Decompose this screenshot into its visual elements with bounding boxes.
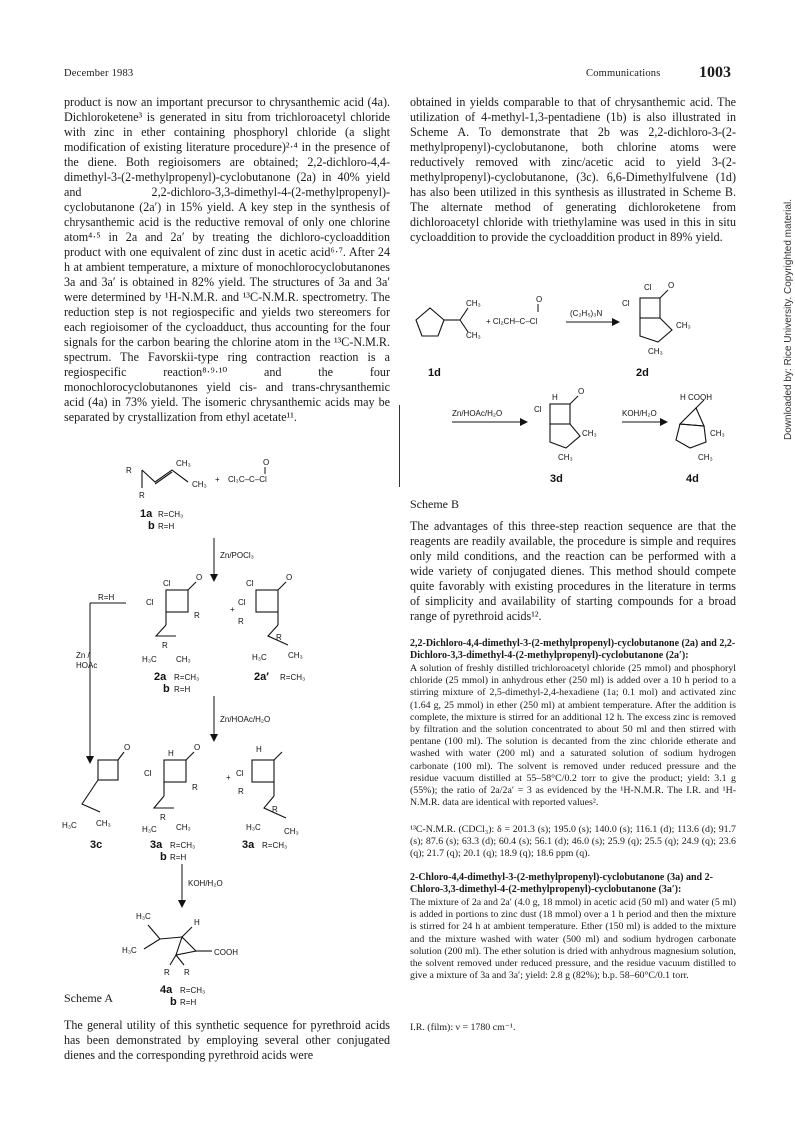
svg-text:H₃C: H₃C — [142, 825, 157, 834]
svg-text:Zn/HOAc/H₂O: Zn/HOAc/H₂O — [220, 715, 271, 724]
svg-text:R: R — [164, 968, 170, 977]
svg-text:H₃C: H₃C — [62, 821, 77, 830]
svg-text:H₃C: H₃C — [142, 655, 157, 664]
cyclobutanone-3a — [154, 752, 194, 808]
svg-text:+: + — [226, 773, 231, 782]
svg-text:R: R — [272, 805, 278, 814]
svg-text:R=CH₃: R=CH₃ — [158, 510, 184, 519]
svg-text:4a: 4a — [160, 984, 173, 996]
svg-text:CH₃: CH₃ — [176, 459, 191, 468]
experimental-ir-2: I.R. (film): ν = 1780 cm⁻¹. — [410, 1022, 516, 1033]
svg-text:R: R — [162, 641, 168, 650]
scheme-b-bracket — [399, 405, 400, 487]
svg-text:O: O — [263, 458, 270, 467]
svg-text:CH₃: CH₃ — [466, 299, 481, 308]
svg-text:H: H — [256, 745, 262, 754]
svg-text:3a: 3a — [150, 839, 163, 851]
scheme-b-diagram — [400, 280, 740, 490]
svg-text:R=CH₃: R=CH₃ — [262, 841, 288, 850]
svg-text:3a: 3a — [242, 839, 255, 851]
experimental-title-1: 2,2-Dichloro-4,4-dimethyl-3-(2-methylpropenyl)-cyclobutanone (2a) and 2,2-Dichloro-3,3-dimethyl-4-(2-methylpropenyl)-cyclobutanone (2a′): — [410, 638, 736, 662]
svg-text:H COOH: H COOH — [680, 393, 712, 402]
scheme-a-diagram — [60, 440, 400, 910]
cyclobutanone-2a-prime — [256, 582, 288, 645]
svg-text:2a′: 2a′ — [254, 671, 269, 683]
bicycle-2d — [640, 290, 672, 342]
left-paragraph-2: The general utility of this synthetic sequence for pyrethroid acids has been demonstrated by employing several other conjugated dienes and the corresponding pyrethroid acids were — [64, 1018, 390, 1062]
svg-text:O: O — [124, 743, 131, 752]
svg-text:CH₃: CH₃ — [176, 823, 191, 832]
svg-text:H₃C: H₃C — [136, 912, 151, 921]
download-notice: Downloaded by: Rice University. Copyrighted material. — [783, 198, 794, 440]
cyclobutanone-2a — [156, 582, 196, 636]
bicycle-4d — [676, 400, 706, 448]
svg-text:2a: 2a — [154, 671, 167, 683]
fulvene-1d — [416, 308, 468, 336]
svg-text:Cl: Cl — [238, 598, 246, 607]
svg-text:O: O — [578, 387, 585, 396]
svg-text:R: R — [194, 611, 200, 620]
svg-text:Cl: Cl — [163, 579, 171, 588]
svg-text:CH₃: CH₃ — [698, 453, 713, 462]
svg-text:Cl₃C–C–Cl: Cl₃C–C–Cl — [228, 475, 267, 484]
svg-text:R: R — [184, 968, 190, 977]
svg-text:HOAc: HOAc — [76, 661, 98, 670]
svg-text:O: O — [536, 295, 543, 304]
diene-1a-structure — [142, 470, 188, 488]
svg-text:Cl: Cl — [246, 579, 254, 588]
svg-text:H₃C: H₃C — [246, 823, 261, 832]
cyclobutanone-3c — [82, 752, 124, 812]
svg-text:CH₃: CH₃ — [192, 480, 207, 489]
svg-text:R=H: R=H — [170, 853, 187, 862]
svg-text:R=CH₃: R=CH₃ — [280, 673, 306, 682]
left-paragraph-1: product is now an important precursor to chrysanthemic acid (4a). Dichloroketene³ is generated in situ from trichloroacetyl chloride with zinc in ether containing phosphoryl chloride (a slight modification of existing literature procedure)²·⁴ in the presence of the diene. Both regioisomers are obtained; 2,2-dichloro-4,4-dimethyl-3-(2-methylpropenyl)-cyclobutanone (2a) in 40% yield and 2,2-dichloro-3,3-dimethyl-4-(2-methylpropenyl)-cyclobutanone (2a′) in 15% yield. A key step in the synthesis of chrysanthemic acid is the reductive removal of only one chlorine atom⁴·⁵ in 2a and 2a′ by treating the dichloro-cycloaddition product with one equivalent of zinc dust in acetic acid⁶·⁷. After 24 h at ambient temperature, a mixture of monochlorocyclobutanones 3a and 3a′ is obtained in 82% yield. The structures of 3a and 3a′ were determined by ¹H-N.M.R. and ¹³C-N.M.R. spectrometry. The reduction step is not regiospecific and yields two stereomers for each regioisomer of the cycloadduct, thus accounting for the four signals for the carbon bearing the chlorine atom in the ¹³C-N.M.R. spectrum. The Favorskii-type ring contraction reaction is a regiospecific reaction⁸·⁹·¹⁰ and the four monochlorocyclobutanones yield cis- and trans-chrysanthemic acid (4a) in 73% yield. The isomeric chrysanthemic acids may be separated by crystallization from ethyl acetate¹¹. — [64, 95, 390, 424]
svg-text:Cl: Cl — [622, 299, 630, 308]
svg-text:b: b — [163, 683, 170, 695]
svg-text:Zn /: Zn / — [76, 651, 90, 660]
svg-text:COOH: COOH — [214, 948, 238, 957]
svg-text:CH₃: CH₃ — [96, 819, 111, 828]
svg-text:CH₃: CH₃ — [648, 347, 663, 356]
right-paragraph-1: obtained in yields comparable to that of chrysanthemic acid. The utilization of 4-methyl-1,3-pentadiene (1b) is also illustrated in Scheme A. To demonstrate that 2b was 2,2-dichloro-3-(2-methylpropenyl)-cyclobutanone, both chlorine atoms were reductively removed with zinc/acetic acid to yield 3-(2-methylpropenyl)-cyclobutanone, (3c). 6,6-Dimethylfulvene (1d) has also been utilized in this synthesis as illustrated in Scheme B. The alternate method of generating dichloroketene from dichloroacetyl chloride with triethylamine was used in this in situ cycloaddition to provide the cycloaddition product in 89% yield. — [410, 95, 736, 244]
svg-text:Cl: Cl — [236, 769, 244, 778]
svg-text:CH₃: CH₃ — [288, 651, 303, 660]
svg-text:O: O — [196, 573, 203, 582]
right-paragraph-2: The advantages of this three-step reaction sequence are that the reagents are readily available, the procedure is simple and requires only mild conditions, and the reaction can be performed with a wide variety of conjugated dienes. This method should compete quite favorably with existing procedures in the literature in terms of simplicity and availability of starting compounds for a broad range of pyrethroid acids¹². — [410, 519, 736, 623]
svg-text:+: + — [215, 475, 220, 484]
svg-text:R=H: R=H — [174, 685, 191, 694]
svg-text:CH₃: CH₃ — [284, 827, 299, 836]
svg-text:O: O — [286, 573, 293, 582]
svg-text:R=H: R=H — [180, 998, 197, 1005]
experimental-nmr-1: ¹³C-N.M.R. (CDCl₃): δ = 201.3 (s); 195.0 (s); 140.0 (s); 116.1 (d); 113.6 (d); 91.7 (s); 87.6 (s); 63.3 (d); 60.4 (s); 56.1 (d); 46.0 (s); 25.9 (q); 25.5 (q); 24.9 (q); 23.6 (q); 21.7 (q); 20.1 (q); 18.9 (q); 18.6 ppm (q). — [410, 824, 736, 860]
page-number: 1003 — [699, 64, 731, 81]
svg-text:R=H: R=H — [158, 522, 175, 531]
svg-text:R: R — [126, 466, 132, 475]
svg-text:R=CH₃: R=CH₃ — [180, 986, 206, 995]
svg-text:Zn/HOAc/H₂O: Zn/HOAc/H₂O — [452, 409, 503, 418]
cyclobutanone-3a-prime — [252, 752, 286, 818]
svg-text:+ Cl₂CH–C–Cl: + Cl₂CH–C–Cl — [486, 317, 538, 326]
svg-text:H₃C: H₃C — [122, 946, 137, 955]
svg-text:H: H — [552, 393, 558, 402]
svg-text:(C₂H₅)₃N: (C₂H₅)₃N — [570, 309, 603, 318]
svg-text:O: O — [194, 743, 201, 752]
svg-text:CH₃: CH₃ — [176, 655, 191, 664]
scheme-a-caption: Scheme A — [64, 991, 113, 1005]
svg-text:1a: 1a — [140, 508, 153, 520]
svg-text:KOH/H₂O: KOH/H₂O — [622, 409, 657, 418]
svg-text:R: R — [276, 633, 282, 642]
svg-text:O: O — [668, 281, 675, 290]
svg-text:Cl: Cl — [644, 283, 652, 292]
svg-text:b: b — [160, 851, 167, 863]
scheme-a-product-4a — [120, 905, 280, 1005]
svg-text:2d: 2d — [636, 367, 649, 379]
svg-text:CH₃: CH₃ — [558, 453, 573, 462]
svg-text:Zn/POCl₃: Zn/POCl₃ — [220, 551, 254, 560]
header-date: December 1983 — [64, 68, 134, 79]
svg-text:3d: 3d — [550, 473, 563, 485]
experimental-text-1: A solution of freshly distilled trichloroacetyl chloride (25 mmol) and phosphoryl chloride (25 mmol) in anhydrous ether (250 ml) is added over a 10 h period to a stirring mixture of 2,5-dimethyl-2,4-hexadiene (1a; 0.1 mol) and activated zinc (1.64 g, 25 mmol) in ether (250 ml) at ambient temperature. After the addition is complete, the mixture is stirred for an additional 12 h. The excess zinc is removed by filtration and the solution concentrated to about 50 ml and then stirred with pentane (100 ml). The solution is decanted from the zinc chloride etherate and washed with water (200 ml) and a saturated solution of sodium hydrogen carbonate (100 ml). The solvent is removed under reduced pressure and the residue vacuum distilled at 55–58°C/0.2 torr to give the product; yield: 3.1 g (55%); the ratio of 2a/2a′ = 3 as evidenced by the ¹H-N.M.R. The I.R. and ¹H-N.M.R. data are identical with reported values². — [410, 663, 736, 809]
svg-text:R: R — [238, 617, 244, 626]
scheme-b-caption: Scheme B — [410, 497, 459, 511]
svg-text:KOH/H₂O: KOH/H₂O — [188, 879, 223, 888]
bicycle-3d — [550, 396, 580, 448]
svg-text:R: R — [192, 783, 198, 792]
svg-text:H₃C: H₃C — [252, 653, 267, 662]
svg-text:3c: 3c — [90, 839, 103, 851]
header-section: Communications — [586, 68, 661, 79]
svg-text:CH₃: CH₃ — [466, 331, 481, 340]
svg-text:b: b — [170, 996, 177, 1005]
experimental-title-2: 2-Chloro-4,4-dimethyl-3-(2-methylpropenyl)-cyclobutanone (3a) and 2-Chloro-3,3-dimethyl-4-(2-methylpropenyl)-cyclobutanone (3a′): — [410, 872, 713, 896]
svg-text:H: H — [168, 749, 174, 758]
svg-text:R=H: R=H — [98, 593, 115, 602]
svg-text:R: R — [238, 787, 244, 796]
svg-text:Cl: Cl — [146, 598, 154, 607]
svg-text:Cl: Cl — [534, 405, 542, 414]
svg-text:R: R — [139, 491, 145, 500]
svg-text:1d: 1d — [428, 367, 441, 379]
svg-text:H: H — [194, 918, 200, 927]
svg-text:CH₃: CH₃ — [676, 321, 691, 330]
svg-text:R=CH₃: R=CH₃ — [174, 673, 200, 682]
svg-text:CH₃: CH₃ — [710, 429, 725, 438]
svg-text:R=CH₃: R=CH₃ — [170, 841, 196, 850]
svg-text:R: R — [160, 813, 166, 822]
experimental-text-2: The mixture of 2a and 2a′ (4.0 g, 18 mmol) in acetic acid (50 ml) and water (5 ml) is added in portions to zinc dust (18 mmol) over a 1 h period and then the mixture is stirred for 24 h at ambient temperature. Ether (150 ml) is added to the mixture and the mixture washed with water (500 ml) and sodium hydrogen carbonate solution (200 ml). The ether solution is dried with anhydrous magnesium solution, the solvent removed under reduced pressure, and the residue vacuum distilled to give a mixture of 3a and 3a′; yield: 2.8 g (82%); b.p. 58–60°C/0.1 torr. — [410, 897, 736, 982]
svg-text:+: + — [230, 605, 235, 614]
svg-text:CH₃: CH₃ — [582, 429, 597, 438]
svg-text:4d: 4d — [686, 473, 699, 485]
svg-text:Cl: Cl — [144, 769, 152, 778]
svg-text:b: b — [148, 520, 155, 532]
